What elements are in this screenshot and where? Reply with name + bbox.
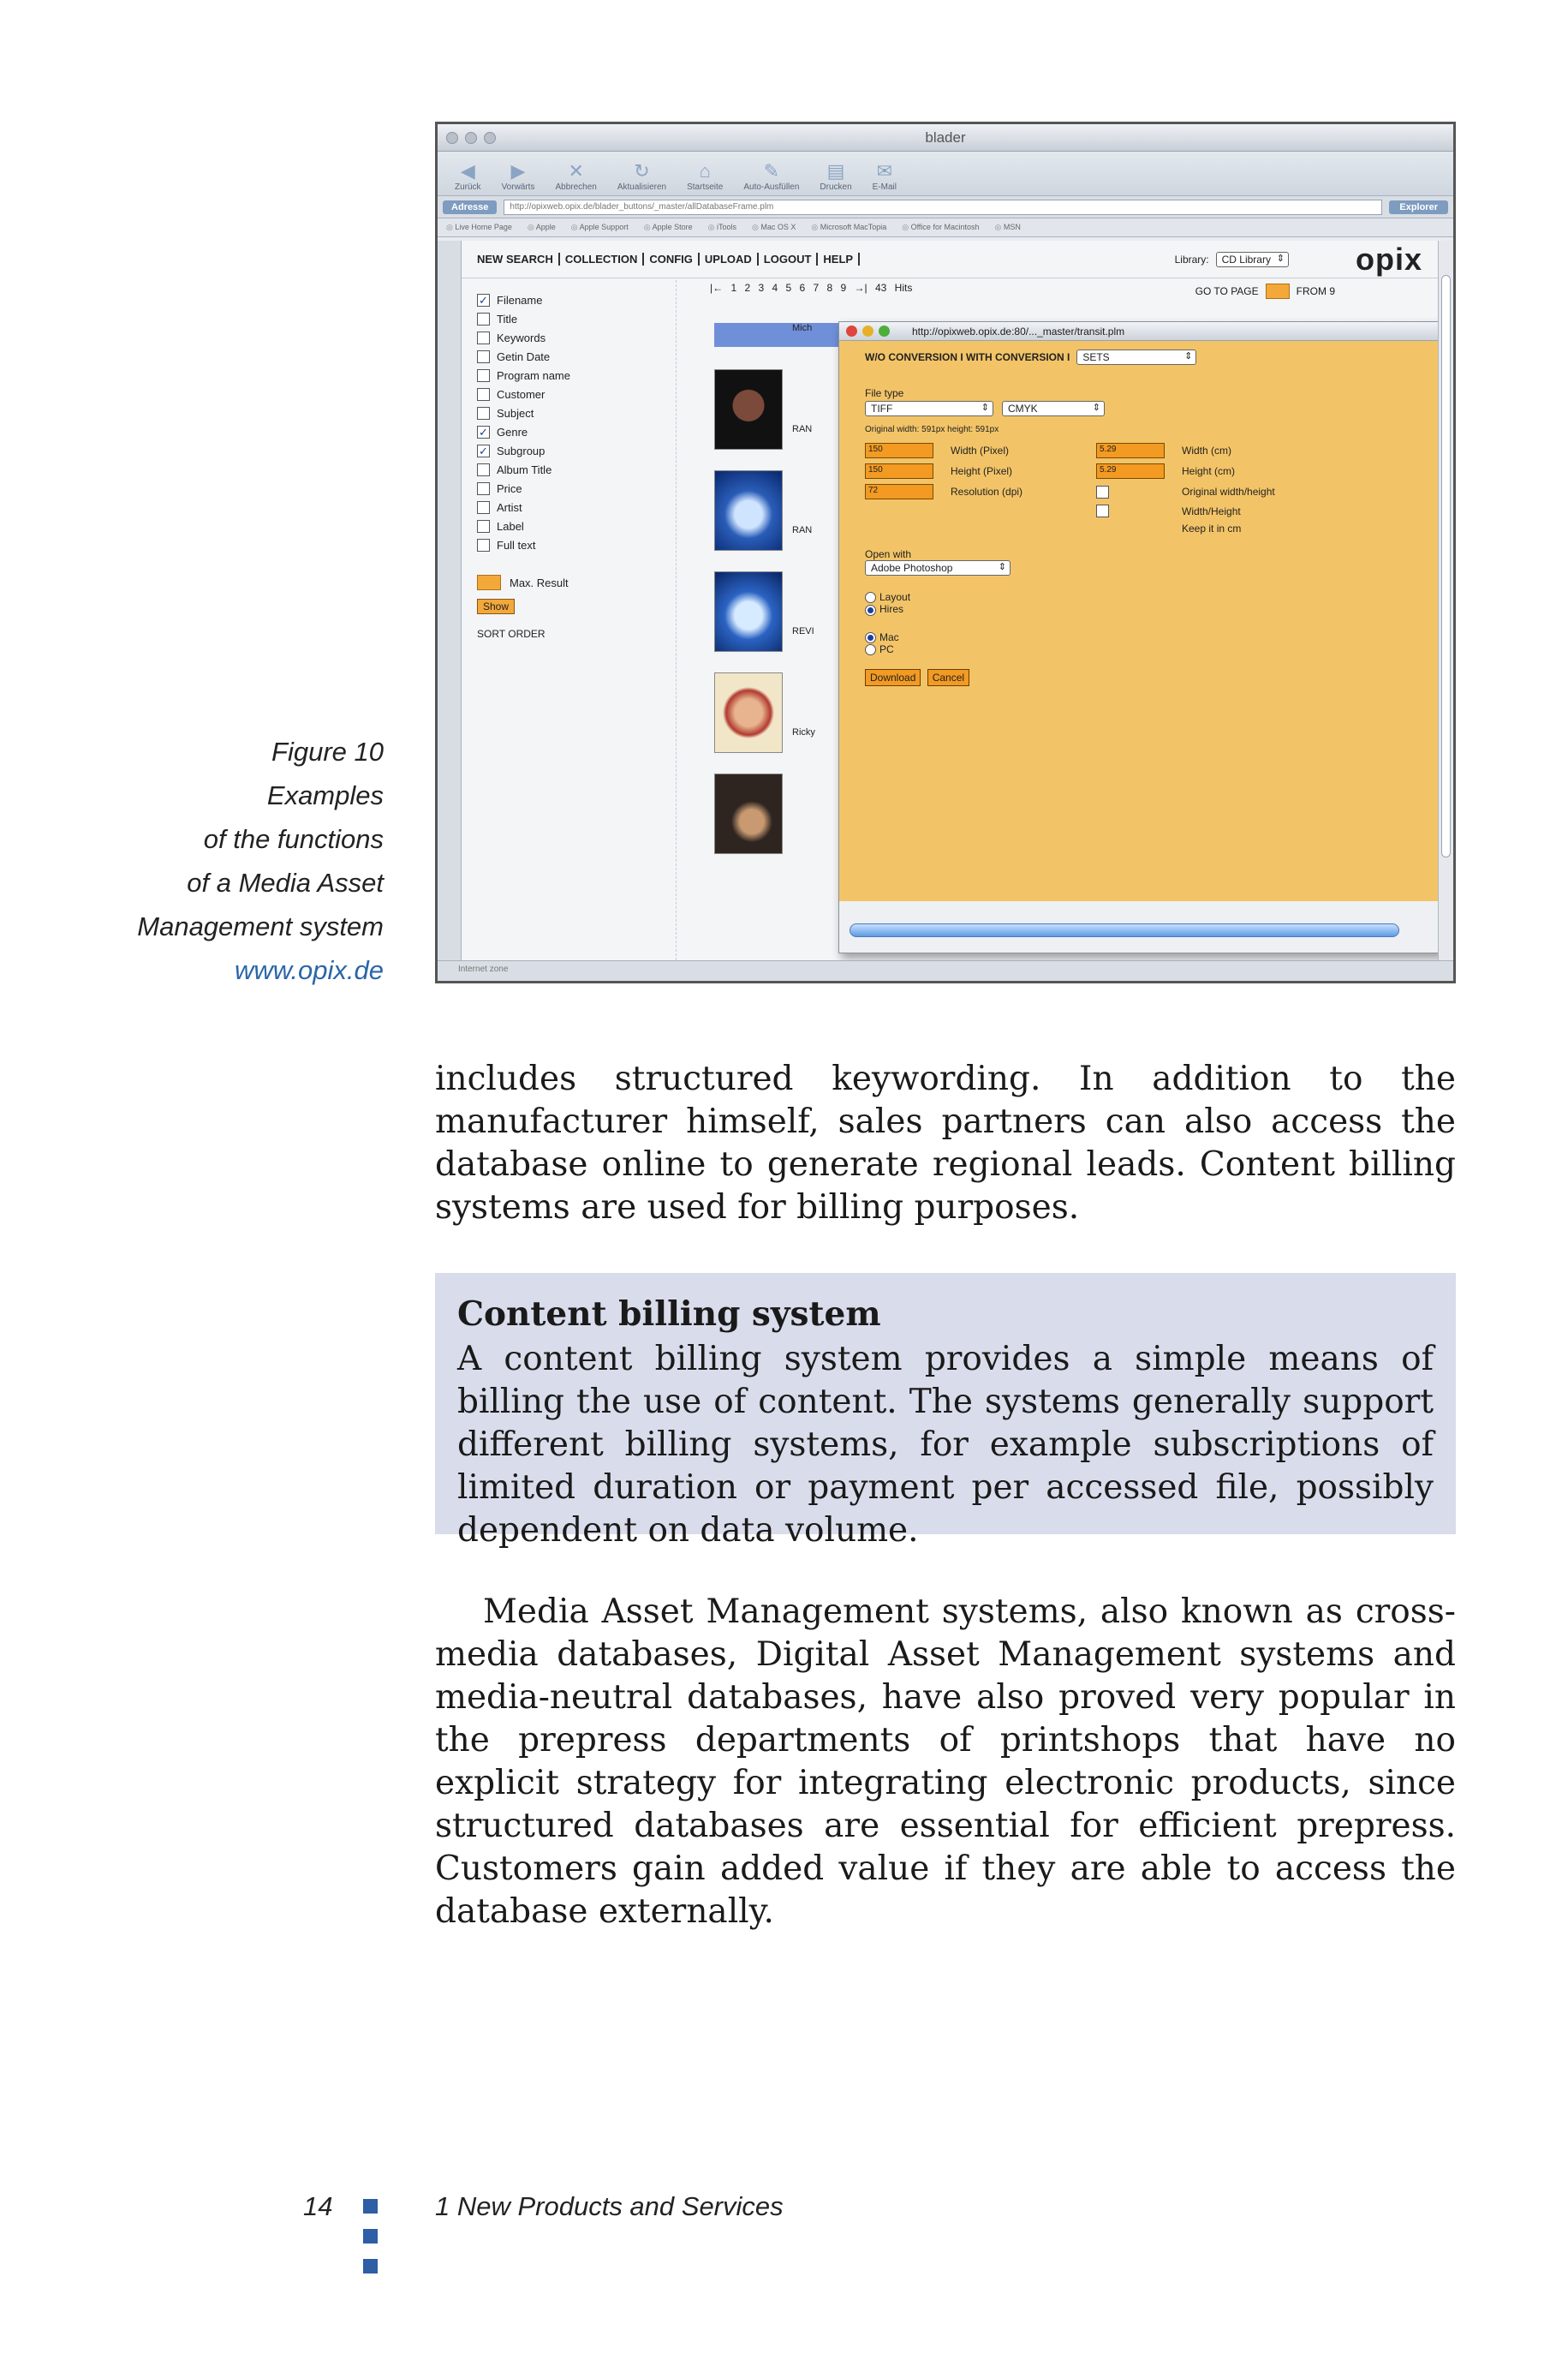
filter-row[interactable]: ✓ Genre — [477, 422, 648, 441]
layout-option[interactable]: Layout — [865, 591, 1416, 603]
nav-upload[interactable]: UPLOAD — [705, 253, 759, 266]
info-box-heading: Content billing system — [457, 1294, 881, 1334]
favorite-link[interactable]: ◎ MSN — [994, 223, 1020, 232]
result-label: REVI — [792, 626, 814, 636]
browser-side-tabs[interactable] — [438, 241, 462, 960]
library-select[interactable]: CD Library ⇕ — [1216, 252, 1289, 267]
library-label: Library: — [1174, 253, 1209, 266]
checkbox[interactable]: ✓ — [477, 294, 490, 307]
filter-row[interactable]: Customer — [477, 385, 648, 403]
info-box — [435, 1273, 1456, 1550]
goto-label: GO TO PAGE — [1195, 285, 1259, 297]
library-selector — [1175, 242, 1422, 278]
mail-button[interactable]: ✉ E-Mail — [872, 160, 897, 192]
file-type-row — [865, 401, 1416, 416]
favorite-link[interactable]: ◎ Apple Store — [644, 223, 693, 232]
nav-logout[interactable]: LOGOUT — [764, 253, 819, 266]
footer-square-icon — [363, 2199, 378, 2214]
color-mode-select[interactable]: CMYK ⇕ — [1002, 401, 1105, 416]
filter-row[interactable]: Getin Date — [477, 347, 648, 366]
forward-button[interactable]: ▶ Vorwärts — [501, 160, 535, 192]
address-label: Adresse — [443, 200, 497, 214]
window-titlebar — [438, 124, 1453, 152]
window-title: blader — [925, 129, 966, 146]
filter-row[interactable]: Subject — [477, 403, 648, 422]
wh-label: Width/Height — [1182, 505, 1241, 517]
result-label: RAN — [792, 424, 813, 434]
back-button[interactable]: ◀ Zurück — [455, 160, 481, 192]
filter-row[interactable]: Label — [477, 517, 648, 535]
search-field-filters — [477, 290, 648, 640]
caption-url[interactable]: www.opix.de — [234, 955, 384, 985]
checkbox[interactable] — [477, 350, 490, 363]
checkbox[interactable] — [477, 313, 490, 326]
nav-new-search[interactable]: NEW SEARCH — [477, 253, 560, 266]
radio[interactable] — [865, 592, 876, 603]
print-button[interactable]: ▤ Drucken — [820, 160, 852, 192]
paragraph-1: includes structured keywording. In addition to the manufacturer himself, sales partners can also access the database online to generate regional leads. Content billing systems are used for billing purposes. — [435, 1060, 1456, 1227]
sort-order-label: SORT ORDER — [477, 628, 546, 640]
nav-config[interactable]: CONFIG — [649, 253, 700, 266]
popup-titlebar — [839, 322, 1442, 341]
file-type-label: File type — [865, 387, 904, 399]
page-number: 14 — [303, 2191, 333, 2221]
zoom-icon[interactable] — [879, 326, 890, 337]
checkbox[interactable] — [477, 520, 490, 533]
cancel-button[interactable]: Cancel — [927, 669, 969, 686]
filter-row[interactable]: Artist — [477, 498, 648, 517]
width-cm-label: Width (cm) — [1182, 445, 1231, 457]
width-px-input[interactable]: 150 — [865, 443, 933, 458]
checkbox[interactable]: ✓ — [477, 445, 490, 457]
address-input[interactable]: http://opixweb.opix.de/blader_buttons/_master/allDatabaseFrame.plm — [504, 200, 1382, 215]
orig-wh-label: Original width/height — [1182, 486, 1275, 498]
checkbox[interactable] — [477, 332, 490, 344]
close-icon[interactable] — [846, 326, 857, 337]
from-label: FROM 9 — [1296, 285, 1335, 297]
sets-select[interactable]: SETS ⇕ — [1076, 350, 1196, 365]
screenshot-figure — [435, 122, 1456, 983]
checkbox[interactable] — [477, 501, 490, 514]
filter-row[interactable]: Album Title — [477, 460, 648, 479]
result-thumbnails — [714, 369, 783, 875]
printer-icon: ▤ — [826, 160, 845, 182]
browser-toolbar — [438, 152, 1453, 196]
resolution-label: Resolution (dpi) — [951, 486, 1023, 498]
refresh-icon: ↻ — [634, 160, 650, 182]
caption-line: of a Media Asset — [187, 868, 384, 898]
resolution-input[interactable]: 72 — [865, 484, 933, 499]
album-thumbnail[interactable] — [714, 672, 783, 753]
mail-icon: ✉ — [876, 160, 893, 182]
height-cm-label: Height (cm) — [1182, 465, 1236, 477]
stop-icon: ✕ — [568, 160, 584, 182]
vertical-scrollbar[interactable] — [1438, 241, 1453, 960]
radio[interactable] — [865, 644, 876, 655]
figure-caption — [92, 730, 384, 992]
conversion-popup — [838, 321, 1443, 953]
radio[interactable] — [865, 632, 876, 643]
album-thumbnail[interactable] — [714, 369, 783, 450]
footer-square-icon — [363, 2259, 378, 2273]
footer-square-icon — [363, 2229, 378, 2244]
keep-cm-label: Keep it in cm — [1182, 523, 1242, 535]
popup-body — [839, 341, 1442, 901]
checkbox[interactable] — [477, 463, 490, 476]
go-to-page — [1195, 284, 1335, 299]
original-size: Original width: 591px height: 591px — [865, 425, 999, 434]
height-px-input[interactable]: 150 — [865, 463, 933, 479]
favorite-link[interactable]: ◎ Live Home Page — [446, 223, 512, 232]
popup-actions — [865, 669, 1416, 686]
open-with-select[interactable]: Adobe Photoshop ⇕ — [865, 560, 1011, 576]
chapter-title: 1 New Products and Services — [435, 2191, 784, 2221]
open-with-label: Open with — [865, 548, 912, 560]
status-bar: Internet zone — [438, 960, 1453, 981]
filter-row[interactable]: Title — [477, 309, 648, 328]
result-label: Ricky — [792, 727, 815, 738]
file-type-select[interactable]: TIFF ⇕ — [865, 401, 993, 416]
result-label: Mich — [792, 323, 813, 333]
result-labels — [792, 323, 815, 828]
show-button[interactable]: Show — [477, 599, 515, 614]
favorite-link[interactable]: ◎ Microsoft MacTopia — [811, 223, 886, 232]
filter-row[interactable]: ✓ Subgroup — [477, 441, 648, 460]
filter-row[interactable]: Keywords — [477, 328, 648, 347]
hires-option[interactable]: Hires — [865, 603, 1416, 615]
opix-logo: opix — [1355, 241, 1422, 277]
size-grid — [865, 443, 1416, 535]
checkbox[interactable] — [477, 369, 490, 382]
checkbox[interactable]: ✓ — [477, 426, 490, 439]
max-result-input[interactable] — [477, 575, 501, 590]
home-icon: ⌂ — [699, 160, 711, 182]
address-bar — [438, 196, 1453, 218]
wh-checkbox[interactable] — [1096, 505, 1109, 517]
radio[interactable] — [865, 605, 876, 616]
album-thumbnail[interactable] — [714, 470, 783, 551]
pencil-icon: ✎ — [763, 160, 780, 182]
favorites-bar — [438, 218, 1453, 237]
download-button[interactable]: Download — [865, 669, 921, 686]
paragraph-2: Media Asset Management systems, also known as cross-media databases, Digital Asset Management systems and media-neutral databases, have also proved very popular in the prepress departments of printshops that have no explicit strategy for integrating electronic products, since structured databases are essential for efficient prepress. Customers gain added value if they are able to access the database externally. — [435, 1592, 1456, 1931]
checkbox[interactable] — [477, 407, 490, 420]
album-thumbnail[interactable] — [714, 774, 783, 854]
result-label: RAN — [792, 525, 813, 535]
minimize-icon[interactable] — [862, 326, 873, 337]
forward-arrow-icon: ▶ — [510, 160, 526, 182]
favorite-link[interactable]: ◎ Apple Support — [571, 223, 629, 232]
favorite-link[interactable]: ◎ Office for Macintosh — [902, 223, 979, 232]
pager[interactable]: |← 1 2 3 4 5 6 7 8 9 →| 43 Hits — [710, 282, 913, 294]
height-cm-input[interactable]: 5.29 — [1096, 463, 1165, 479]
caption-line: Examples — [266, 780, 384, 810]
popup-url: http://opixweb.opix.de:80/..._master/transit.plm — [912, 325, 1125, 338]
filter-row[interactable]: Program name — [477, 366, 648, 385]
filter-row[interactable]: ✓ Filename — [477, 290, 648, 309]
caption-line: of the functions — [203, 824, 384, 854]
info-box-text: A content billing system provides a simple means of billing the use of content. The systems generally support different billing systems, for example subscriptions of limited duration or payment per accessed file, possibly dependent on data volume. — [457, 1340, 1434, 1550]
filter-row[interactable]: Price — [477, 479, 648, 498]
back-arrow-icon: ◀ — [460, 160, 475, 182]
pc-option[interactable]: PC — [865, 643, 1416, 655]
caption-line: Management system — [137, 911, 384, 941]
favorite-link[interactable]: ◎ Apple — [528, 223, 556, 232]
refresh-button[interactable]: ↻ Aktualisieren — [617, 160, 667, 192]
max-result — [477, 575, 648, 590]
autofill-button[interactable]: ✎ Auto-Ausfüllen — [743, 160, 800, 192]
caption-line: Figure 10 — [271, 737, 384, 767]
results-header — [714, 323, 851, 347]
filter-row[interactable]: Full text — [477, 535, 648, 554]
nav-help[interactable]: HELP — [823, 253, 860, 266]
mac-option[interactable]: Mac — [865, 631, 1416, 643]
explorer-button[interactable]: Explorer — [1389, 200, 1448, 214]
width-cm-input[interactable]: 5.29 — [1096, 443, 1165, 458]
album-thumbnail[interactable] — [714, 571, 783, 652]
popup-scrollbar[interactable] — [850, 923, 1399, 937]
favorite-link[interactable]: ◎ iTools — [708, 223, 736, 232]
stop-button[interactable]: ✕ Abbrechen — [555, 160, 597, 192]
max-result-label: Max. Result — [510, 576, 569, 589]
home-button[interactable]: ⌂ Startseite — [687, 160, 724, 192]
nav-collection[interactable]: COLLECTION — [565, 253, 645, 266]
width-px-label: Width (Pixel) — [951, 445, 1010, 457]
conversion-tabs[interactable]: W/O CONVERSION I WITH CONVERSION I — [865, 351, 1070, 363]
conversion-row — [865, 350, 1416, 365]
app-nav — [462, 241, 1438, 278]
checkbox[interactable] — [477, 539, 490, 552]
divider — [676, 280, 677, 960]
height-px-label: Height (Pixel) — [951, 465, 1013, 477]
orig-wh-checkbox[interactable] — [1096, 486, 1109, 499]
goto-input[interactable] — [1266, 284, 1290, 299]
checkbox[interactable] — [477, 388, 490, 401]
checkbox[interactable] — [477, 482, 490, 495]
favorite-link[interactable]: ◎ Mac OS X — [752, 223, 796, 232]
